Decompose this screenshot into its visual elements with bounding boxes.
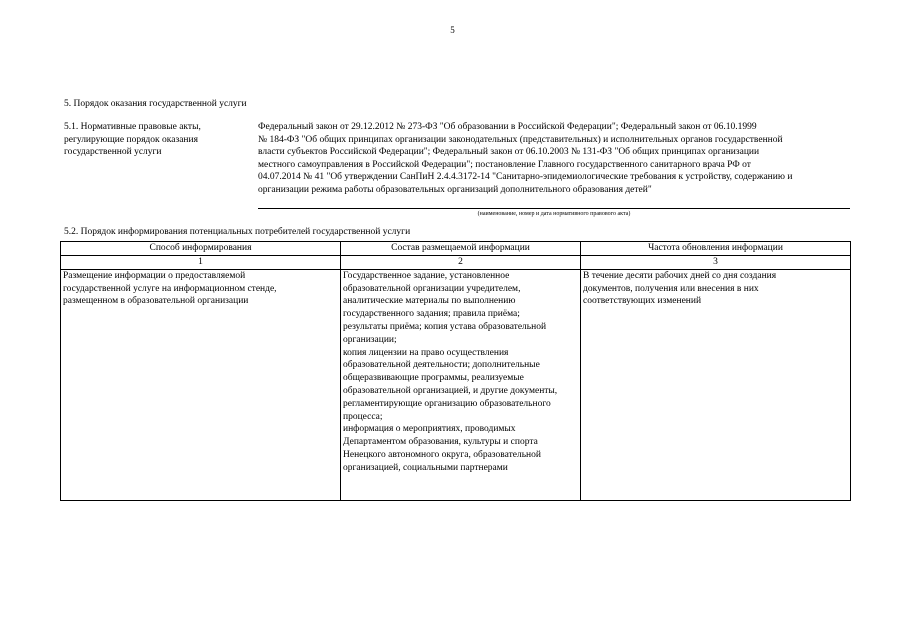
content-line: процесса;: [343, 411, 383, 422]
content-line: информация о мероприятиях, проводимых: [343, 424, 516, 435]
content-line: образовательной организацией, и другие документы,: [343, 385, 558, 396]
content-line: копия лицензии на право осуществления: [343, 347, 509, 358]
header-content: Состав размещаемой информации: [341, 242, 581, 256]
frequency-line: соответствующих изменений: [583, 296, 702, 307]
normative-acts-text-line: организации режима работы образовательных организаций дополнительного образования детей": [258, 184, 652, 195]
informing-number-row: [61, 256, 851, 270]
table-row: [61, 269, 851, 500]
page-number: 5: [450, 25, 455, 35]
frequency-line: В течение десяти рабочих дней со дня создания: [583, 270, 777, 281]
header-method: Способ информирования: [61, 242, 341, 256]
method-line: Размещение информации о предоставляемой: [63, 270, 246, 281]
content-line: Ненецкого автономного округа, образовательной: [343, 449, 541, 460]
content-line: Государственное задание, установленное: [343, 270, 510, 281]
normative-acts-text-line: Федеральный закон от 29.12.2012 № 273-ФЗ "Об образовании в Российской Федерации"; Федеральный закон от 06.10.1999: [258, 122, 757, 132]
content-line: результаты приёма; копия устава образовательной: [343, 321, 547, 332]
content-cell: [341, 269, 581, 500]
method-line: размещенном в образовательной организации: [63, 296, 249, 307]
normative-acts-label-line: государственной услуги: [64, 147, 162, 157]
informing-title: 5.2. Порядок информирования потенциальных потребителей государственной услуги: [64, 227, 411, 237]
content-line: государственного задания; правила приёма;: [343, 309, 520, 320]
content-line: Департаментом образования, культуры и спорта: [343, 437, 538, 448]
normative-acts-text-line: № 184-ФЗ "Об общих принципах организации законодательных (представительных) и исполнительных органов государственной: [258, 134, 783, 145]
normative-acts-underline: [258, 208, 850, 209]
content-line: организацией, социальными партнерами: [343, 462, 508, 473]
content-line: образовательной организации учредителем,: [343, 283, 521, 294]
normative-acts-label-line: регулирующие порядок оказания: [64, 134, 198, 145]
normative-acts-caption: (наименование, номер и дата нормативного правового акта): [477, 211, 631, 217]
content-line: регламентирующие организацию образовательного: [343, 398, 551, 409]
content-line: общеразвивающие программы, реализуемые: [343, 373, 524, 384]
informing-table: [60, 241, 851, 501]
column-number: 2: [341, 256, 581, 270]
normative-acts-text-line: власти субъектов Российской Федерации"; Федеральный закон от 06.10.2003 № 131-ФЗ "Об общих принципах организации: [258, 147, 760, 157]
normative-acts-label-line: 5.1. Нормативные правовые акты,: [64, 122, 201, 132]
normative-acts-text: [258, 121, 852, 196]
normative-acts-text-line: 04.07.2014 № 41 "Об утверждении СанПиН 2.4.4.3172-14 "Санитарно-эпидемиологические требования к устройству, содержанию и: [258, 172, 793, 182]
method-cell: [61, 269, 341, 500]
frequency-line: документов, получения или внесения в них: [583, 283, 759, 294]
column-number: 3: [581, 256, 851, 270]
content-line: образовательной деятельности; дополнительные: [343, 360, 540, 371]
informing-header-row: [61, 242, 851, 256]
content-line: аналитические материалы по выполнению: [343, 296, 516, 307]
header-frequency: Частота обновления информации: [581, 242, 851, 256]
column-number: 1: [61, 256, 341, 270]
frequency-cell: [581, 269, 851, 500]
normative-acts-text-line: местного самоуправления в Российской Федерации"; постановление Главного государственного санитарного врача РФ от: [258, 159, 751, 170]
method-line: государственной услуге на информационном стенде,: [63, 283, 277, 294]
normative-acts-label: [64, 121, 244, 159]
content-line: организации;: [343, 334, 397, 345]
section-title: 5. Порядок оказания государственной услуги: [64, 99, 247, 109]
